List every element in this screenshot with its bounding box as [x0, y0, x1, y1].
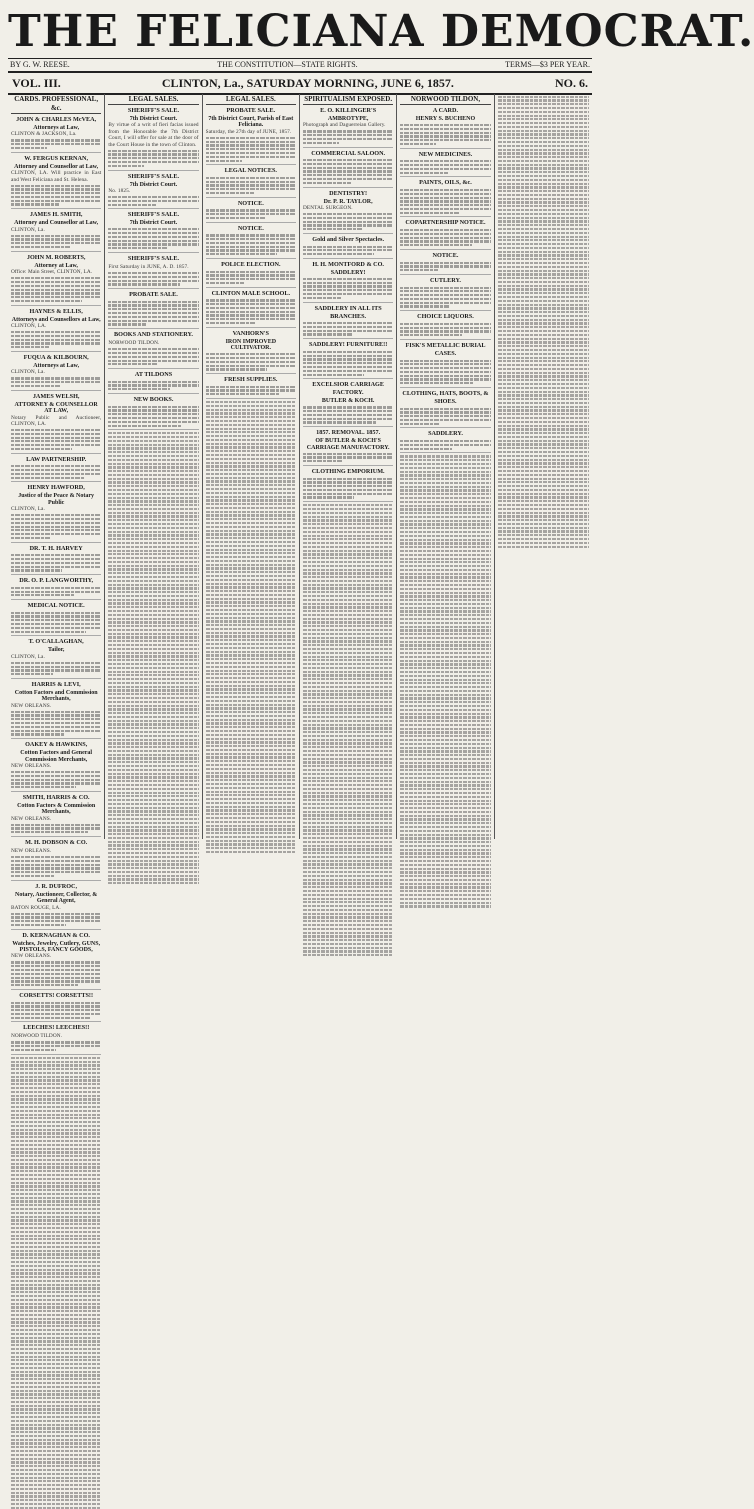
advertisement-block — [400, 151, 490, 178]
advertisement-title: D. KERNAGHAN & CO. — [22, 931, 90, 939]
small-print-texture — [206, 209, 296, 219]
advertisement-subtitle: 7th District Court. — [129, 220, 178, 227]
column-filler-texture — [206, 401, 296, 853]
advertisement-title: SHERIFF'S SALE. — [127, 107, 180, 114]
advertisement-block — [303, 150, 393, 188]
newspaper-column — [8, 94, 105, 1040]
advertisement-block — [11, 308, 101, 352]
small-print-texture — [11, 771, 101, 788]
small-print-texture — [11, 377, 101, 387]
advertisement-title: HARRIS & LEVI, — [31, 680, 81, 688]
advertisement-subtitle: 7th District Court. — [129, 116, 178, 122]
advertisement-block — [11, 681, 101, 739]
advertisement-body: First Saturday in JUNE, A. D. 1857. — [108, 263, 189, 270]
advertisement-block — [303, 341, 393, 379]
small-print-texture — [303, 246, 393, 256]
advertisement-block — [11, 211, 101, 252]
small-print-texture — [11, 554, 101, 571]
advertisement-block — [206, 330, 296, 374]
small-print-texture — [108, 150, 198, 167]
column-filler-texture — [11, 1057, 101, 1509]
column-heading: CARDS. PROFESSIONAL, &c. — [11, 95, 101, 114]
advertisement-body: CLINTON, La. — [11, 226, 45, 233]
small-print-texture — [400, 408, 490, 425]
small-print-texture — [11, 429, 101, 450]
advertisement-block — [400, 313, 490, 340]
small-print-texture — [11, 331, 101, 348]
small-print-texture — [11, 612, 101, 633]
small-print-texture — [303, 130, 393, 144]
advertisement-block — [11, 932, 101, 990]
advertisement-title: 1857. REMOVAL. 1857. — [316, 429, 381, 437]
advertisement-block — [303, 468, 393, 502]
advertisement-block — [303, 236, 393, 259]
volume-label: VOL. III. — [12, 75, 61, 90]
advertisement-title: DR. T. H. HARVEY — [29, 544, 83, 552]
advertisement-block — [11, 992, 101, 1023]
advertisement-body: No. 1825. — [108, 187, 131, 194]
advertisement-title: NOTICE. — [432, 251, 459, 259]
masthead-subline — [8, 58, 592, 71]
small-print-texture — [303, 453, 393, 463]
advertisement-body: Saturday, the 27th day of JUNE, 1857. — [205, 128, 292, 135]
advertisement-block — [400, 219, 490, 250]
advertisement-body: NEW ORLEANS. — [11, 815, 52, 822]
small-print-texture — [108, 196, 198, 206]
small-print-texture — [303, 406, 393, 423]
column-heading: LEGAL SALES. — [206, 95, 296, 105]
advertisement-block — [11, 116, 101, 153]
advertisement-block — [11, 883, 101, 930]
advertisement-subtitle: Notary, Auctioneer, Collector, & General Agent, — [15, 891, 98, 905]
advertisement-subtitle: HENRY S. BUCHENO — [415, 116, 476, 122]
small-print-texture — [11, 587, 101, 597]
advertisement-block — [400, 342, 490, 388]
advertisement-block — [108, 255, 198, 289]
advertisement-block — [11, 602, 101, 636]
advertisement-title: E. O. KILLINGER'S — [320, 107, 377, 114]
small-print-texture — [400, 160, 490, 174]
advertisement-title: BOOKS AND STATIONERY. — [114, 331, 193, 339]
advertisement-subtitle: Attorneys at Law, — [33, 362, 80, 369]
advertisement-block — [400, 390, 490, 429]
newspaper-page — [8, 6, 754, 1040]
advertisement-block — [11, 456, 101, 483]
advertisement-block — [206, 167, 296, 198]
advertisement-body: CLINTON, La. — [11, 653, 45, 660]
masthead-title: THE FELICIANA DEMOCRAT. — [8, 6, 754, 57]
small-print-texture — [400, 189, 490, 214]
advertisement-body: NEW ORLEANS. — [11, 762, 52, 769]
advertisement-block — [108, 291, 198, 329]
newspaper-column — [105, 94, 202, 839]
advertisement-block — [303, 429, 393, 466]
advertisement-subtitle: Watches, Jewelry, Cutlery, GUNS, PISTOLS, FANCY GOODS, — [12, 940, 101, 954]
advertisement-title: Gold and Silver Spectacles. — [312, 235, 385, 243]
advertisement-title: PROBATE SALE. — [226, 107, 276, 114]
advertisement-title: M. H. DOBSON & CO. — [25, 839, 88, 847]
advertisement-subtitle: Dr. P. R. TAYLOR, — [323, 198, 373, 205]
advertisement-subtitle: IRON IMPROVED CULTIVATOR. — [225, 338, 277, 352]
advertisement-title: PROBATE SALE. — [129, 291, 178, 299]
small-print-texture — [206, 177, 296, 194]
columns-container — [8, 94, 592, 1040]
advertisement-title: DENTISTRY! — [329, 189, 368, 197]
small-print-texture — [206, 386, 296, 396]
small-print-texture — [303, 159, 393, 184]
dateline-text: CLINTON, La., SATURDAY MORNING, JUNE 6, 1857. — [161, 75, 454, 90]
advertisement-title: CORSETTS! CORSETTS!! — [19, 991, 94, 999]
advertisement-title: FUQUA & KILBOURN, — [23, 353, 89, 361]
small-print-texture — [11, 277, 101, 302]
small-print-texture — [108, 406, 198, 427]
small-print-texture — [206, 299, 296, 324]
advertisement-body: Notary Public and Auctioneer, CLINTON, LA. — [11, 414, 102, 427]
advertisement-title: CLOTHING, HATS, BOOTS, & SHOES. — [402, 389, 489, 405]
advertisement-block — [206, 376, 296, 399]
advertisement-subtitle: BUTLER & KOCH. — [321, 398, 375, 405]
advertisement-title: SHERIFF'S SALE. — [127, 172, 180, 180]
small-print-texture — [108, 228, 198, 249]
advertisement-subtitle: Tailor, — [47, 647, 65, 654]
advertisement-block — [11, 393, 101, 454]
advertisement-title: SHERIFF'S SALE. — [127, 211, 180, 219]
advertisement-subtitle: AMBROTYPE, — [327, 116, 369, 122]
advertisement-block — [11, 484, 101, 542]
advertisement-subtitle: Justice of the Peace & Notary Public — [18, 493, 95, 506]
advertisement-subtitle: OF BUTLER & KOCH'S CARRIAGE MANUFACTORY. — [306, 438, 390, 451]
advertisement-title: DR. O. P. LANGWORTHY, — [19, 577, 94, 585]
advertisement-title: J. R. DUFROC, — [35, 882, 78, 890]
advertisement-block — [11, 741, 101, 792]
advertisement-body: Office: Main Street, CLINTON, LA. — [11, 269, 93, 276]
small-print-texture — [206, 234, 296, 255]
small-print-texture — [206, 271, 296, 285]
small-print-texture — [400, 124, 490, 145]
advertisement-block — [11, 254, 101, 306]
advertisement-body: CLINTON, LA. — [11, 323, 47, 330]
advertisement-title: POLICE ELECTION. — [221, 261, 281, 268]
advertisement-block — [400, 430, 490, 453]
advertisement-title: JAMES WELSH, — [32, 392, 80, 400]
advertisement-block — [400, 277, 490, 311]
small-print-texture — [400, 323, 490, 337]
advertisement-subtitle: Attorney and Counsellor at Law, — [14, 163, 99, 170]
advertisement-title: FISK'S METALLIC BURIAL CASES. — [405, 341, 486, 357]
advertisement-body: Photograph and Daguerreian Gallery. — [302, 122, 386, 129]
advertisement-title: CLOTHING EMPORIUM. — [311, 467, 385, 475]
newspaper-column — [203, 94, 300, 839]
advertisement-title: COPARTNERSHIP NOTICE. — [405, 219, 486, 227]
advertisement-title: JOHN & CHARLES McVEA, — [16, 116, 97, 123]
newspaper-column — [397, 94, 494, 839]
small-print-texture — [303, 213, 393, 230]
advertisement-block — [108, 371, 198, 394]
dateline-bar — [8, 71, 592, 95]
advertisement-subtitle: SADDLERY! — [330, 269, 366, 276]
advertisement-title: H. H. MONTFORD & CO. — [312, 260, 384, 268]
advertisement-title: NEW MEDICINES. — [418, 150, 473, 158]
small-print-texture — [206, 137, 296, 162]
advertisement-block — [108, 331, 198, 369]
advertisement-subtitle: ATTORNEY & COUNSELLOR AT LAW, — [14, 401, 98, 415]
advertisement-title: HAYNES & ELLIS, — [29, 307, 83, 315]
advertisement-block — [11, 638, 101, 679]
small-print-texture — [400, 262, 490, 272]
advertisement-block — [206, 261, 296, 288]
small-print-texture — [11, 139, 101, 149]
column-filler-texture — [108, 432, 198, 884]
advertisement-block — [400, 107, 490, 149]
advertisement-body: CLINTON & JACKSON, La. — [11, 131, 77, 138]
advertisement-subtitle: Attorneys at Law, — [33, 125, 80, 131]
advertisement-block — [400, 252, 490, 275]
small-print-texture — [11, 235, 101, 249]
advertisement-block — [206, 107, 296, 165]
advertisement-title: AT TILDONS — [134, 371, 173, 379]
advertisement-block — [303, 107, 393, 148]
small-print-texture — [303, 322, 393, 336]
advertisement-block — [206, 290, 296, 328]
advertisement-block — [11, 1024, 101, 1054]
small-print-texture — [11, 856, 101, 877]
advertisement-title: EXCELSIOR CARRIAGE FACTORY. — [312, 381, 384, 397]
advertisement-title: SADDLERY. — [428, 430, 463, 438]
small-print-texture — [11, 961, 101, 986]
small-print-texture — [11, 514, 101, 539]
small-print-texture — [11, 662, 101, 676]
advertisement-subtitle: Cotton Factors & Commission Merchants, — [17, 802, 96, 816]
column-filler-texture — [498, 96, 589, 548]
advertisement-title: OAKEY & HAWKINS, — [25, 741, 88, 749]
advertisement-title: HENRY HAWFORD, — [27, 484, 85, 492]
advertisement-title: SADDLERY! FURNITURE!! — [308, 341, 388, 349]
advertisement-block — [303, 381, 393, 427]
small-print-texture — [108, 381, 198, 391]
small-print-texture — [303, 478, 393, 499]
advertisement-block — [108, 173, 198, 210]
advertisement-block — [303, 190, 393, 234]
advertisement-block — [11, 839, 101, 881]
small-print-texture — [400, 440, 490, 450]
small-print-texture — [400, 229, 490, 246]
advertisement-title: SMITH, HARRIS & CO. — [22, 793, 90, 801]
small-print-texture — [11, 185, 101, 206]
small-print-texture — [108, 272, 198, 286]
motto-line: THE CONSTITUTION—STATE RIGHTS. — [217, 60, 358, 69]
advertisement-title: W. FERGUS KERNAN, — [24, 154, 89, 162]
advertisement-title: NOTICE. — [237, 199, 264, 207]
small-print-texture — [400, 287, 490, 308]
advertisement-body: NEW ORLEANS. — [11, 953, 52, 960]
newspaper-column — [495, 94, 592, 839]
advertisement-body: DENTAL SURGEON. — [302, 205, 353, 211]
advertisement-block — [303, 305, 393, 340]
advertisement-subtitle: Cotton Factors and General Commission Merchants, — [20, 750, 93, 763]
advertisement-title: LEECHES! LEECHES!! — [23, 1024, 90, 1032]
advertisement-block — [303, 261, 393, 303]
advertisement-block — [11, 155, 101, 210]
column-filler-texture — [303, 504, 393, 956]
small-print-texture — [11, 465, 101, 479]
column-heading: LEGAL SALES. — [108, 95, 198, 105]
terms-line: TERMS—$3 PER YEAR. — [505, 60, 590, 69]
advertisement-subtitle: Attorneys and Counsellors at Law, — [11, 316, 101, 323]
advertisement-block — [11, 577, 101, 600]
advertisement-title: JAMES H. SMITH, — [29, 211, 83, 219]
small-print-texture — [303, 278, 393, 299]
advertisement-title: CLINTON MALE SCHOOL. — [211, 289, 291, 297]
column-heading: SPIRITUALISM EXPOSED. — [304, 95, 393, 103]
advertisement-title: VANHORN'S — [232, 329, 269, 337]
advertisement-title: CUTLERY. — [429, 276, 461, 284]
advertisement-subtitle: Cotton Factors and Commission Merchants, — [14, 689, 98, 703]
advertisement-title: LEGAL NOTICES. — [224, 167, 277, 175]
editor-line: BY G. W. REESE. — [10, 60, 70, 69]
advertisement-title: MEDICAL NOTICE. — [27, 602, 85, 610]
advertisement-block — [400, 179, 490, 217]
small-print-texture — [400, 360, 490, 385]
advertisement-title: JOHN M. ROBERTS, — [26, 253, 86, 261]
advertisement-body: CLINTON, La. — [11, 506, 45, 513]
column-filler-texture — [400, 455, 490, 907]
column-heading: NORWOOD TILDON, — [400, 95, 490, 105]
advertisement-title: T. O'CALLAGHAN, — [28, 638, 84, 646]
advertisement-block — [108, 396, 198, 430]
advertisement-title: NEW BOOKS. — [133, 396, 174, 403]
small-print-texture — [108, 348, 198, 365]
advertisement-title: NOTICE. — [237, 224, 264, 232]
advertisement-block — [108, 107, 198, 171]
advertisement-body: NEW ORLEANS. — [11, 702, 52, 709]
advertisement-body: CLINTON, La. — [11, 369, 45, 376]
advertisement-title: COMMERCIAL SALOON. — [311, 149, 386, 157]
issue-number: NO. 6. — [555, 75, 588, 90]
advertisement-title: PAINTS, OILS, &c. — [419, 179, 472, 187]
small-print-texture — [11, 1041, 101, 1051]
advertisement-block — [11, 354, 101, 391]
small-print-texture — [11, 824, 101, 834]
advertisement-title: SADDLERY IN ALL ITS BRANCHES. — [314, 304, 382, 320]
advertisement-block — [206, 225, 296, 259]
advertisement-subtitle: 7th District Court. — [129, 181, 178, 188]
small-print-texture — [206, 353, 296, 370]
small-print-texture — [303, 351, 393, 376]
advertisement-body: CLINTON, LA. Will practice in East and West Feliciana and St. Helena. — [11, 170, 102, 183]
advertisement-subtitle: Attorney and Counsellor at Law, — [14, 220, 99, 227]
advertisement-body: NORWOOD TILDON. — [11, 1033, 63, 1040]
advertisement-block — [11, 545, 101, 576]
small-print-texture — [11, 1002, 101, 1019]
advertisement-body: NORWOOD TILDON. — [108, 340, 160, 347]
advertisement-body: BATON ROUGE, LA. — [11, 904, 61, 911]
advertisement-subtitle: Attorney at Law, — [34, 262, 78, 269]
small-print-texture — [11, 913, 101, 927]
small-print-texture — [11, 711, 101, 736]
advertisement-block — [206, 200, 296, 223]
advertisement-block — [108, 211, 198, 253]
advertisement-title: LAW PARTNERSHIP. — [26, 455, 87, 463]
advertisement-title: A CARD. — [432, 107, 459, 114]
advertisement-body: By virtue of a writ of fieri facias issued from the Honorable the 7th District Court, I will offer for sale at the door of the Court House in the town of Clinton. — [108, 122, 199, 148]
advertisement-title: FRESH SUPPLIES. — [224, 376, 278, 384]
advertisement-title: CHOICE LIQUORS. — [417, 313, 474, 321]
small-print-texture — [108, 301, 198, 326]
advertisement-subtitle: 7th District Court, Parish of East Feliciana. — [208, 116, 294, 129]
advertisement-title: SHERIFF'S SALE. — [127, 254, 180, 262]
newspaper-column — [300, 94, 397, 839]
advertisement-block — [11, 794, 101, 837]
advertisement-body: NEW ORLEANS. — [11, 848, 52, 855]
